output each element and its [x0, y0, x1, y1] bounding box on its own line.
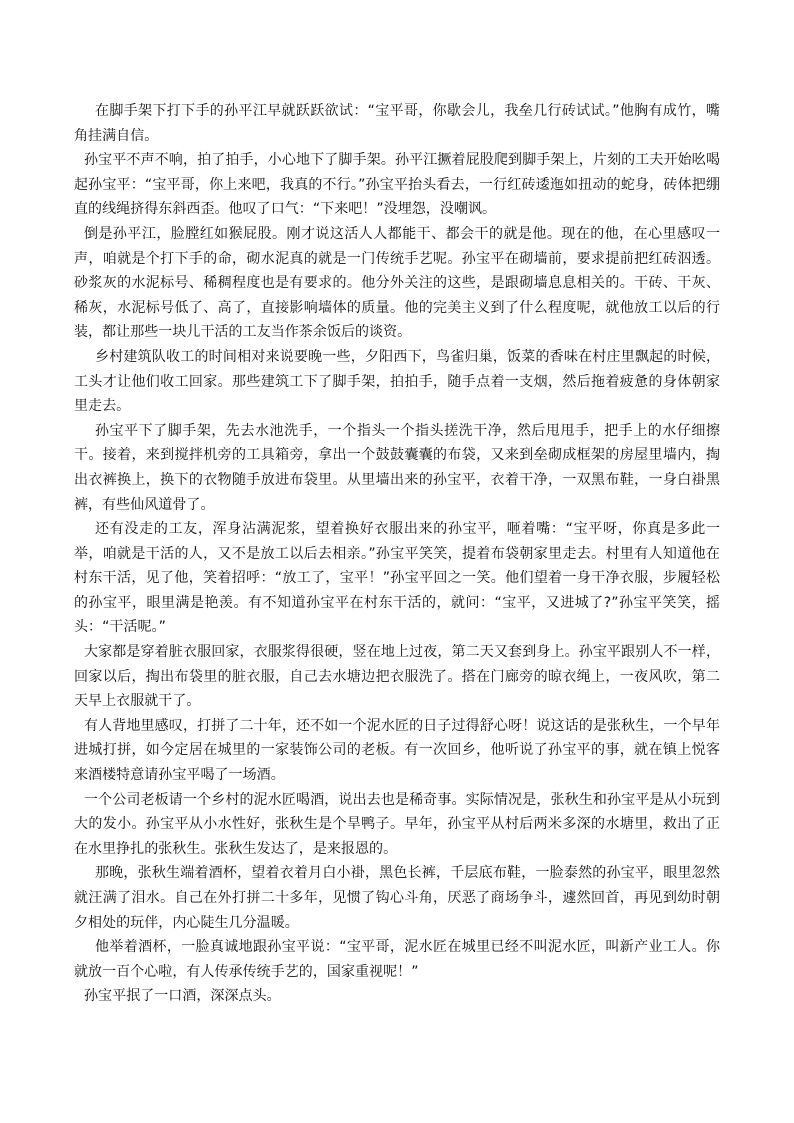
paragraph: 乡村建筑队收工的时间相对来说要晚一些，夕阳西下，鸟雀归巢，饭菜的香味在村庄里飘起的时候，工头才让他们收工回家。那些建筑工下了脚手架，拍拍手，随手点着一支烟，然后拖着疲惫的身体朝家里走去。 [74, 348, 720, 415]
paragraph: 在脚手架下打下手的孙平江早就跃跃欲试：“宝平哥，你歇会儿，我垒几行砖试试。”他胸有成竹，嘴角挂满自信。 [74, 103, 720, 144]
paragraph: 孙宝平不声不响，拍了拍手，小心地下了脚手架。孙平江撅着屁股爬到脚手架上，片刻的工夫开始吆喝起孙宝平：“宝平哥，你上来吧，我真的不行。”孙宝平抬头看去，一行红砖逶迤如扭动的蛇身，砖体把绷直的线绳挤得东斜西歪。他叹了口气：“下来吧！”没埋怨，没嘲讽。 [74, 152, 720, 218]
paragraph: 一个公司老板请一个乡村的泥水匠喝酒，说出去也是稀奇事。实际情况是，张秋生和孙宝平是从小玩到大的发小。孙宝平从小水性好，张秋生是个旱鸭子。早年，孙宝平从村后两米多深的水塘里，救出了正在水里挣扎的张秋生。张秋生发达了，是来报恩的。 [74, 791, 720, 857]
article-body [74, 99, 720, 1009]
paragraph: 他举着酒杯，一脸真诚地跟孙宝平说：“宝平哥，泥水匠在城里已经不叫泥水匠，叫新产业工人。你就放一百个心啦，有人传承传统手艺的，国家重视呢！” [74, 939, 720, 980]
paragraph: 还有没走的工友，浑身沾满泥浆，望着换好衣服出来的孙宝平，咂着嘴：“宝平呀，你真是多此一举，咱就是干活的人，又不是放工以后去相亲。”孙宝平笑笑，提着布袋朝家里走去。村里有人知道他在村东干活，见了他，笑着招呼：“放工了，宝平！”孙宝平回之一笑。他们望着一身干净衣服，步履轻松的孙宝平，眼里满是艳羡。有不知道孙宝平在村东干活的，就问：“宝平，又进城了?”孙宝平笑笑，摇头：“干活呢。” [74, 521, 720, 636]
paragraph: 孙宝平抿了一口酒，深深点头。 [84, 988, 281, 1005]
paragraph: 有人背地里感叹，打拼了二十年，还不如一个泥水匠的日子过得舒心呀！说这话的是张秋生，一个早年进城打拼，如今定居在城里的一家装饰公司的老板。有一次回乡，他听说了孙宝平的事，就在镇上悦客来酒楼特意请孙宝平喝了一场酒。 [74, 717, 720, 784]
paragraph: 那晚，张秋生端着酒杯，望着衣着月白小褂，黑色长裤，千层底布鞋，一脸泰然的孙宝平，眼里忽然就汪满了泪水。自己在外打拼二十多年，见惯了钩心斗角，厌恶了商场争斗，遽然回首，再见到幼时朝夕相处的玩伴，内心陡生几分温暖。 [74, 865, 720, 931]
paragraph: 孙宝平下了脚手架，先去水池洗手，一个指头一个指头搓洗干净，然后甩甩手，把手上的水仔细擦干。接着，来到搅拌机旁的工具箱旁，拿出一个鼓鼓囊囊的布袋，又来到垒砌成框架的房屋里墙内，掏出衣裤换上，换下的衣物随手放进布袋里。从里墙出来的孙宝平，衣着干净，一双黑布鞋，一身白褂黑裤，有些仙风道骨了。 [74, 422, 720, 513]
paragraph: 大家都是穿着脏衣服回家，衣服浆得很硬，竖在地上过夜，第二天又套到身上。孙宝平跟别人不一样，回家以后，掏出布袋里的脏衣服，自己去水塘边把衣服洗了。搭在门廊旁的晾衣绳上，一夜风吹，第二天早上衣服就干了。 [74, 644, 720, 710]
paragraph: 倒是孙平江，脸膛红如猴屁股。刚才说这活人人都能干、都会干的就是他。现在的他，在心里感叹一声，咱就是个打下手的命，砌水泥真的就是一门传统手艺呢。孙宝平在砌墙前，要求提前把红砖泅透。砂浆灰的水泥标号、稀稠程度也是有要求的。他分外关注的这些，是跟砌墙息息相关的。干砖、干灰、稀灰，水泥标号低了、高了，直接影响墙体的质量。他的完美主义到了什么程度呢，就他放工以后的行装，都让那些一块儿干活的工友当作茶余饭后的谈资。 [74, 225, 720, 341]
